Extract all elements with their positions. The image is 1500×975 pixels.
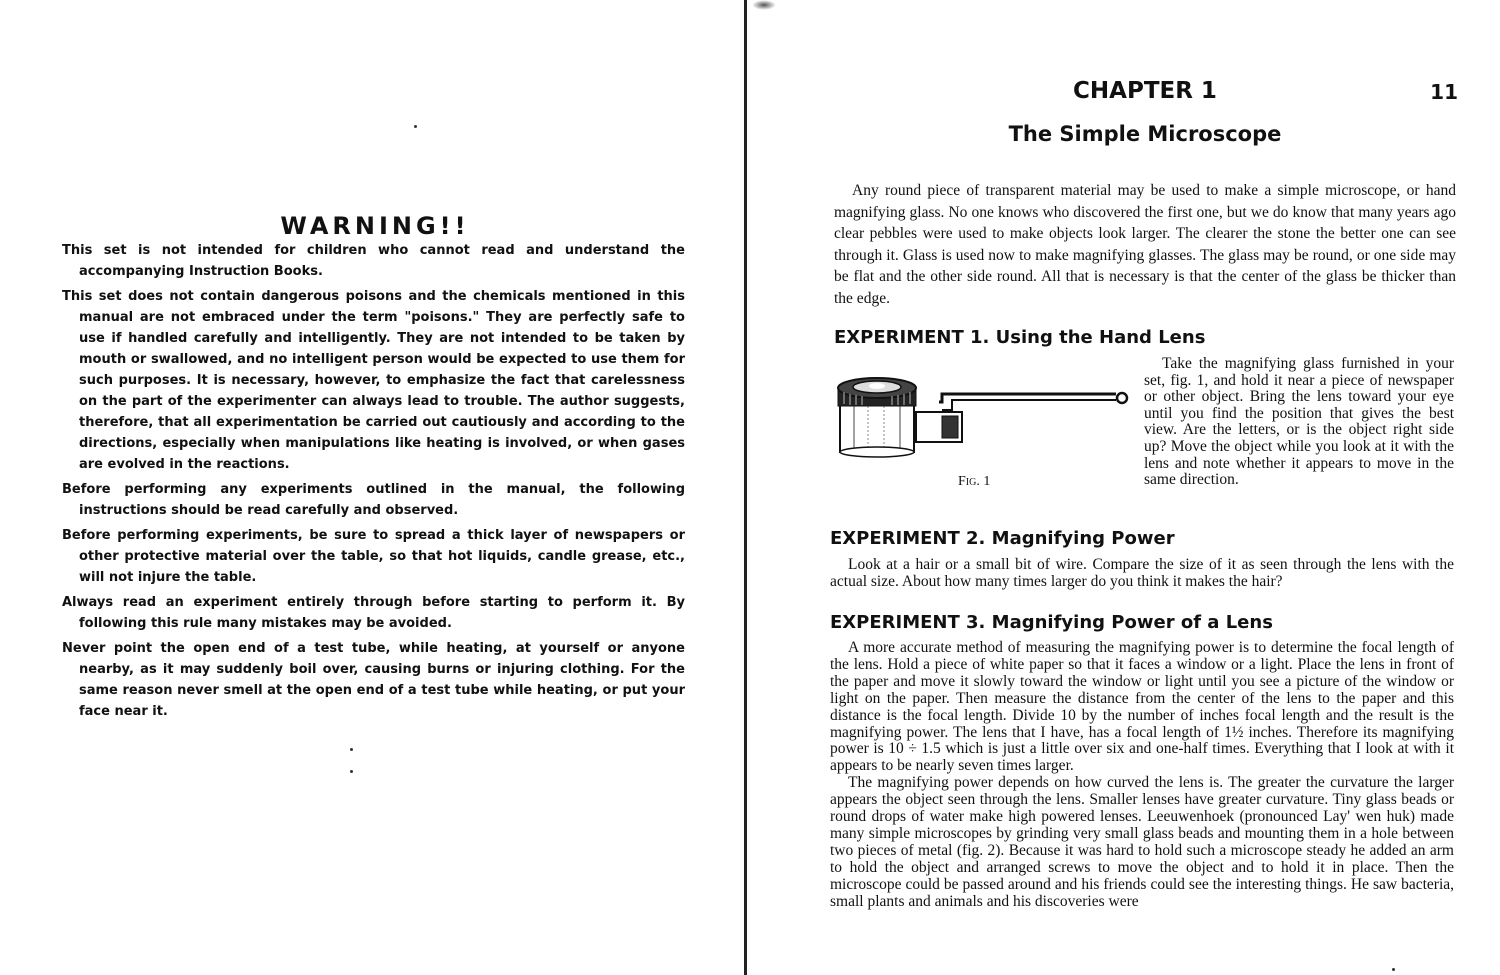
chapter-label: CHAPTER 1 <box>1073 78 1217 104</box>
experiment-3-heading: EXPERIMENT 3. Magnifying Power of a Lens <box>830 612 1273 633</box>
page-speck <box>350 770 353 773</box>
experiment-1-text: Take the magnifying glass furnished in your set, fig. 1, and hold it near a piece of newspaper or other object. Bring the lens toward your eye until you find the position that gives the best view. Are the letters, or is the object right side up? Move the object while you look at it with the lens and note whether it appears to move in the same direction. <box>1144 355 1454 489</box>
left-page <box>0 0 744 975</box>
warning-paragraph: This set does not contain dangerous poisons and the chemicals mentioned in this manual are not embraced under the term "poisons." They are perfectly safe to use if handled carefully and intelligently. They are not intended to be taken by mouth or swallowed, and no intelligent person would be expected to use them for such purposes. It is necessary, however, to emphasize the fact that carelessness on the part of the experimenter can always lead to trouble. The author suggests, therefore, that all experimentation be carried out cautiously and according to the directions, especially when manipulations like heating is involved, or when gases are evolved in the reactions. <box>62 289 685 472</box>
experiment-3-paragraph: A more accurate method of measuring the magnifying power is to determine the focal length of the lens. Hold a piece of white paper so that it faces a window or a light. Place the lens in front of the paper and move it slowly toward the window or light until you see a picture of the window or light on the paper. Then measure the distance from the center of the lens to the paper and this distance is the focal length. Divide 10 by the number of inches focal length and the result is the magnifying power. The lens that I have, has a focal length of 1½ inches. Therefore its magnifying power is 10 ÷ 1.5 which is just a little over six and one-half times. Everything that I look at with it appears to be nearly seven times larger. <box>830 639 1454 775</box>
page-speck <box>1392 968 1395 971</box>
experiment-2-text: Look at a hair or a small bit of wire. Compare the size of it as seen through the lens with the actual size. About how many times larger do you think it makes the hair? <box>830 556 1454 590</box>
hand-lens-illustration <box>834 372 1134 462</box>
figure-1 <box>834 372 1134 462</box>
right-page <box>750 0 1500 975</box>
warning-paragraph: Before performing any experiments outlined in the manual, the following instructions should be read carefully and observed. <box>62 482 685 518</box>
warning-paragraph: This set is not intended for children who cannot read and understand the accompanying Instruction Books. <box>62 243 685 279</box>
intro-paragraph: Any round piece of transparent material may be used to make a simple microscope, or hand magnifying glass. No one knows who discovered the first one, but we do know that many years ago clear pebbles were used to make objects look larger. The clearer the stone the better one can see through it. Glass is used now to make magnifying glasses. The glass may be round, or one side may be flat and the other side round. All that is necessary is that the center of the glass be thicker than the edge. <box>834 182 1456 307</box>
experiment-3-paragraph: The magnifying power depends on how curved the lens is. The greater the curvature the larger appears the object seen through the lens. Smaller lenses have greater curvature. Tiny glass beads or round drops of water make high powered lenses. Leeuwenhoek (pronounced Lay' wen huk) made many simple microscopes by grinding very small glass beads and mounting them in a hole between two pieces of metal (fig. 2). Because it was hard to hold such a microscope steady he added an arm to hold the object and arranged screws to move the object and to hold it in place. Then the microscope could be passed around and his friends could see the interesting things. He saw bacteria, small plants and animals and his discoveries were <box>830 774 1454 910</box>
experiment-2-heading: EXPERIMENT 2. Magnifying Power <box>830 528 1175 549</box>
page-gutter <box>744 0 747 975</box>
experiment-3-body <box>830 640 1454 911</box>
warning-paragraph: Before performing experiments, be sure to spread a thick layer of newspapers or other protective material over the table, so that hot liquids, candle grease, etc., will not injure the table. <box>62 528 685 585</box>
chapter-title: The Simple Microscope <box>1008 122 1282 146</box>
page-speck <box>350 748 353 751</box>
figure-1-caption: Fig. 1 <box>958 474 991 489</box>
experiment-1-heading: EXPERIMENT 1. Using the Hand Lens <box>834 327 1206 348</box>
page-speck <box>414 125 417 128</box>
warning-paragraph: Never point the open end of a test tube, while heating, at yourself or anyone nearby, as it may suddenly boil over, causing burns or injuring clothing. For the same reason never smell at the open end of a test tube while heating, or put your face near it. <box>62 641 685 719</box>
page-number: 11 <box>1430 80 1458 104</box>
warning-heading: WARNING!! <box>280 212 470 241</box>
warning-paragraph: Always read an experiment entirely through before starting to perform it. By following this rule many mistakes may be avoided. <box>62 595 685 631</box>
warning-list <box>62 240 685 726</box>
